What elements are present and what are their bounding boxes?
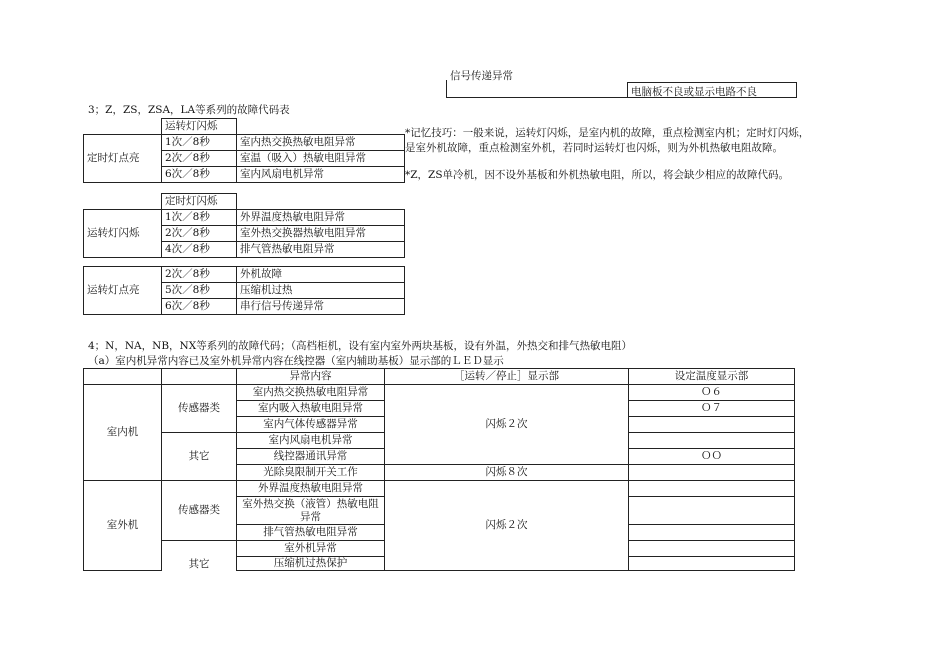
- temp-code: Ｏ７: [629, 401, 795, 417]
- section3-title: 3；Z，ZS，ZSA，LA等系列的故障代码表: [88, 104, 290, 116]
- temp-code: Ｏ６: [629, 385, 795, 401]
- fault-content: 室内热交换热敏电阻异常: [237, 385, 385, 401]
- temp-code: [629, 433, 795, 449]
- flash-count: 2次／8秒: [162, 151, 237, 167]
- header-run-stop: ［运转／停止］显示部: [385, 369, 629, 385]
- table-header-run-flash: 运转灯闪烁: [162, 119, 237, 135]
- flash-count: 2次／8秒: [162, 226, 237, 242]
- flash-count: 4次／8秒: [162, 242, 237, 258]
- led-fault-table: [83, 368, 795, 571]
- section4-title: 4；N，NA，NB，NX等系列的故障代码；（高档柜机，设有室内室外两块基板，设有外温，外热交和排气热敏电阻）: [88, 340, 632, 352]
- pcb-cell-right-border: [796, 82, 797, 98]
- fault-content: 线控器通讯异常: [237, 449, 385, 465]
- outdoor-flash-2: 闪烁２次: [385, 481, 629, 571]
- pcb-fault-label: 电脑板不良或显示电路不良: [631, 86, 757, 98]
- indoor-sensor-group: 传感器类: [162, 385, 237, 433]
- cooling-only-note: *Z，ZS单冷机，因不设外基板和外机热敏电阻，所以，将会缺少相应的故障代码。: [405, 169, 790, 181]
- header-content: 异常内容: [237, 369, 385, 385]
- header-temp-display: 设定温度显示部: [629, 369, 795, 385]
- empty-header-cell: [162, 369, 237, 385]
- flash-count: 2次／8秒: [162, 267, 237, 283]
- temp-code: [629, 525, 795, 541]
- top-left-border: [446, 80, 447, 98]
- row-label-timer-on: 定时灯点亮: [84, 135, 162, 183]
- signal-error-label: 信号传递异常: [450, 70, 513, 82]
- fault-desc: 室外热交换器热敏电阻异常: [237, 226, 405, 242]
- indoor-flash-8: 闪烁８次: [385, 465, 629, 481]
- fault-content: 光除臭限制开关工作: [237, 465, 385, 481]
- temp-code: [629, 557, 795, 571]
- outdoor-sensor-group: 传感器类: [162, 481, 237, 541]
- indoor-flash-2: 闪烁２次: [385, 385, 629, 465]
- temp-code: [629, 417, 795, 433]
- memory-tip-note: [405, 126, 809, 156]
- fault-content: 排气管热敏电阻异常: [237, 525, 385, 541]
- fault-content: 室内气体传感器异常: [237, 417, 385, 433]
- row-label-run-on: 运转灯点亮: [84, 267, 162, 315]
- memory-tip-line1: *记忆技巧：一般来说，运转灯闪烁，是室内机的故障，重点检测室内机；定时灯闪烁，: [405, 127, 810, 139]
- flash-count: 5次／8秒: [162, 283, 237, 299]
- fault-content: 外界温度热敏电阻异常: [237, 481, 385, 497]
- fault-content: 室内风扇电机异常: [237, 433, 385, 449]
- memory-tip-line2: 是室外机故障，重点检测室外机，若同时运转灯也闪烁，则为外机热敏电阻故障。: [405, 142, 783, 154]
- flash-count: 6次／8秒: [162, 167, 237, 183]
- fault-desc: 外界温度热敏电阻异常: [237, 210, 405, 226]
- temp-code: [629, 541, 795, 557]
- fault-content: 室外热交换（液管）热敏电阻异常: [237, 497, 385, 525]
- code-table-run-on: [83, 266, 405, 315]
- flash-count: 1次／8秒: [162, 135, 237, 151]
- temp-code: [629, 497, 795, 525]
- flash-count: 1次／8秒: [162, 210, 237, 226]
- table-header-timer-flash: 定时灯闪烁: [162, 194, 237, 210]
- indoor-unit-label: 室内机: [84, 385, 162, 481]
- fault-desc: 排气管热敏电阻异常: [237, 242, 405, 258]
- flash-count: 6次／8秒: [162, 299, 237, 315]
- fault-desc: 室温（吸入）热敏电阻异常: [237, 151, 405, 167]
- fault-desc: 串行信号传递异常: [237, 299, 405, 315]
- fault-content: 压缩机过热保护: [237, 557, 385, 571]
- fault-content: 室外机异常: [237, 541, 385, 557]
- fault-content: 室内吸入热敏电阻异常: [237, 401, 385, 417]
- outdoor-unit-label: 室外机: [84, 481, 162, 571]
- temp-code: [629, 465, 795, 481]
- temp-code: [629, 481, 795, 497]
- fault-desc: 室内热交换热敏电阻异常: [237, 135, 405, 151]
- outdoor-other-group: 其它: [162, 541, 237, 571]
- empty-header-cell: [84, 369, 162, 385]
- indoor-other-group: 其它: [162, 433, 237, 481]
- section4-subtitle: （a）室内机异常内容已及室外机异常内容在线控器（室内辅助基板）显示部的ＬＥＤ显示: [88, 355, 504, 367]
- temp-code: ＯＯ: [629, 449, 795, 465]
- code-table-timer-on: [83, 118, 405, 183]
- code-table-run-flash: [83, 193, 405, 258]
- pcb-cell-left-border: [627, 82, 628, 98]
- fault-desc: 室内风扇电机异常: [237, 167, 405, 183]
- fault-desc: 压缩机过热: [237, 283, 405, 299]
- pcb-cell-top-border: [627, 82, 797, 83]
- row-label-run-flash: 运转灯闪烁: [84, 210, 162, 258]
- fault-desc: 外机故障: [237, 267, 405, 283]
